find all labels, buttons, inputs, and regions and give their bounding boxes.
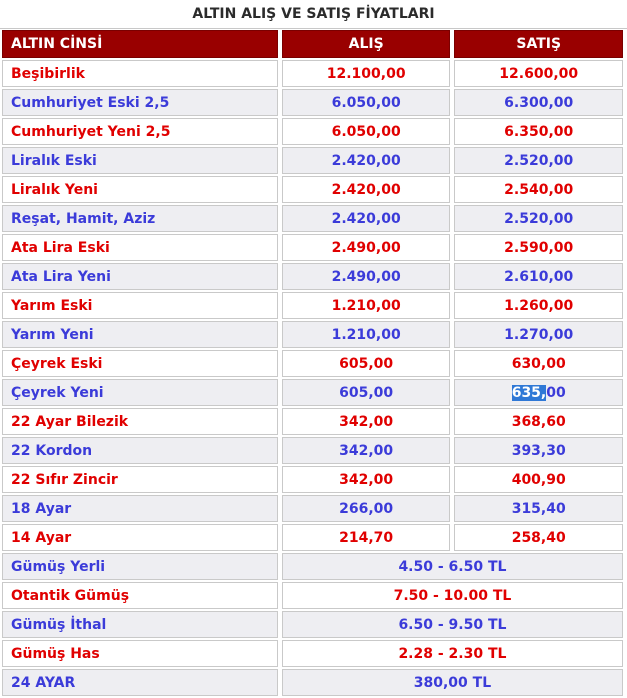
sell-price-cell: 400,90 bbox=[454, 466, 623, 493]
sell-price-rest: 00 bbox=[546, 384, 566, 401]
buy-price-cell: 2.420,00 bbox=[282, 147, 451, 174]
table-row bbox=[2, 147, 623, 174]
table-row bbox=[2, 234, 623, 261]
table-row bbox=[2, 60, 623, 87]
gold-type-cell: Ata Lira Yeni bbox=[2, 263, 278, 290]
sell-price-cell: 368,60 bbox=[454, 408, 623, 435]
gold-type-cell: Gümüş Yerli bbox=[2, 553, 278, 580]
sell-price-cell: 393,30 bbox=[454, 437, 623, 464]
sell-price-cell bbox=[454, 379, 623, 406]
gold-type-cell: 22 Kordon bbox=[2, 437, 278, 464]
buy-price-cell: 2.420,00 bbox=[282, 205, 451, 232]
page-title: ALTIN ALIŞ VE SATIŞ FİYATLARI bbox=[192, 6, 435, 22]
sell-price-cell: 630,00 bbox=[454, 350, 623, 377]
gold-type-cell: 18 Ayar bbox=[2, 495, 278, 522]
gold-type-cell: Otantik Gümüş bbox=[2, 582, 278, 609]
buy-price-cell: 342,00 bbox=[282, 466, 451, 493]
gold-type-cell: 14 Ayar bbox=[2, 524, 278, 551]
table-row bbox=[2, 582, 623, 609]
sell-price-cell: 1.260,00 bbox=[454, 292, 623, 319]
selected-text[interactable]: 635, bbox=[511, 384, 547, 401]
table-row bbox=[2, 437, 623, 464]
table-row bbox=[2, 669, 623, 696]
buy-price-cell: 605,00 bbox=[282, 350, 451, 377]
table-row bbox=[2, 379, 623, 406]
table-header-row bbox=[2, 30, 623, 58]
gold-type-cell: Yarım Eski bbox=[2, 292, 278, 319]
price-table bbox=[0, 28, 627, 698]
sell-price-cell: 2.610,00 bbox=[454, 263, 623, 290]
price-range-cell: 6.50 - 9.50 TL bbox=[282, 611, 623, 638]
gold-type-cell: Çeyrek Yeni bbox=[2, 379, 278, 406]
table-row bbox=[2, 321, 623, 348]
table-row bbox=[2, 176, 623, 203]
sell-price-cell: 6.350,00 bbox=[454, 118, 623, 145]
buy-price-cell: 1.210,00 bbox=[282, 292, 451, 319]
sell-price-cell: 258,40 bbox=[454, 524, 623, 551]
gold-type-cell: Gümüş Has bbox=[2, 640, 278, 667]
gold-type-cell: Yarım Yeni bbox=[2, 321, 278, 348]
gold-type-cell: Ata Lira Eski bbox=[2, 234, 278, 261]
buy-price-cell: 2.490,00 bbox=[282, 263, 451, 290]
buy-price-cell: 214,70 bbox=[282, 524, 451, 551]
column-header-buy: ALIŞ bbox=[282, 30, 451, 58]
sell-price-cell: 2.520,00 bbox=[454, 147, 623, 174]
buy-price-cell: 6.050,00 bbox=[282, 89, 451, 116]
gold-type-cell: Çeyrek Eski bbox=[2, 350, 278, 377]
buy-price-cell: 2.490,00 bbox=[282, 234, 451, 261]
buy-price-cell: 342,00 bbox=[282, 437, 451, 464]
buy-price-cell: 12.100,00 bbox=[282, 60, 451, 87]
buy-price-cell: 342,00 bbox=[282, 408, 451, 435]
sell-price-cell: 315,40 bbox=[454, 495, 623, 522]
gold-type-cell: Reşat, Hamit, Aziz bbox=[2, 205, 278, 232]
table-row bbox=[2, 263, 623, 290]
table-row bbox=[2, 640, 623, 667]
gold-type-cell: 22 Sıfır Zincir bbox=[2, 466, 278, 493]
gold-type-cell: Beşibirlik bbox=[2, 60, 278, 87]
sell-price-cell: 6.300,00 bbox=[454, 89, 623, 116]
buy-price-cell: 2.420,00 bbox=[282, 176, 451, 203]
table-row bbox=[2, 495, 623, 522]
sell-price-cell: 2.540,00 bbox=[454, 176, 623, 203]
table-row bbox=[2, 611, 623, 638]
sell-price-cell: 2.590,00 bbox=[454, 234, 623, 261]
column-header-type: ALTIN CİNSİ bbox=[2, 30, 278, 58]
column-header-sell: SATIŞ bbox=[454, 30, 623, 58]
price-range-cell: 7.50 - 10.00 TL bbox=[282, 582, 623, 609]
buy-price-cell: 1.210,00 bbox=[282, 321, 451, 348]
buy-price-cell: 266,00 bbox=[282, 495, 451, 522]
sell-price-cell: 1.270,00 bbox=[454, 321, 623, 348]
gold-type-cell: 24 AYAR bbox=[2, 669, 278, 696]
table-row bbox=[2, 553, 623, 580]
gold-type-cell: 22 Ayar Bilezik bbox=[2, 408, 278, 435]
gold-type-cell: Cumhuriyet Yeni 2,5 bbox=[2, 118, 278, 145]
price-range-cell: 4.50 - 6.50 TL bbox=[282, 553, 623, 580]
gold-type-cell: Cumhuriyet Eski 2,5 bbox=[2, 89, 278, 116]
table-row bbox=[2, 205, 623, 232]
table-row bbox=[2, 89, 623, 116]
table-row bbox=[2, 118, 623, 145]
gold-type-cell: Liralık Yeni bbox=[2, 176, 278, 203]
table-row bbox=[2, 292, 623, 319]
table-row bbox=[2, 466, 623, 493]
price-range-cell: 2.28 - 2.30 TL bbox=[282, 640, 623, 667]
table-row bbox=[2, 350, 623, 377]
buy-price-cell: 6.050,00 bbox=[282, 118, 451, 145]
price-range-cell: 380,00 TL bbox=[282, 669, 623, 696]
sell-price-cell: 2.520,00 bbox=[454, 205, 623, 232]
sell-price-cell: 12.600,00 bbox=[454, 60, 623, 87]
buy-price-cell: 605,00 bbox=[282, 379, 451, 406]
gold-type-cell: Gümüş İthal bbox=[2, 611, 278, 638]
gold-type-cell: Liralık Eski bbox=[2, 147, 278, 174]
table-row bbox=[2, 524, 623, 551]
table-row bbox=[2, 408, 623, 435]
